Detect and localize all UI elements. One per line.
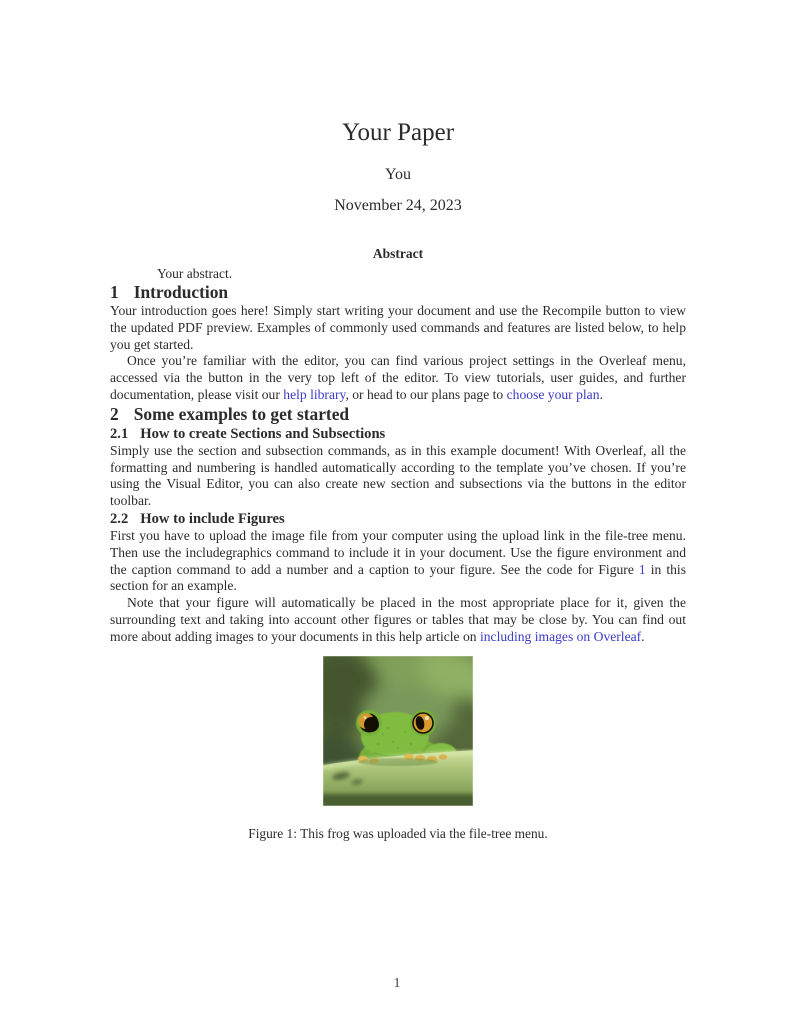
section-heading-examples bbox=[110, 404, 686, 425]
text-run: . bbox=[641, 628, 645, 644]
text-run: Once you’re familiar with the editor, you can find various project settings in the Overleaf menu, accessed via the button in the very top left of the editor. To view tutorials, user guides, and further documentation, please visit our bbox=[110, 353, 686, 402]
paragraph: Simply use the section and subsection commands, as in this example document! With Overleaf, all the formatting and numbering is handled automatically according to the template you’ve chosen. If you’re using the Visual Editor, you can also create new section and subsections via the buttons in the editor toolbar. bbox=[110, 442, 686, 509]
help-library-link[interactable]: help library bbox=[283, 386, 346, 402]
paragraph bbox=[110, 595, 686, 645]
paper-author: You bbox=[385, 166, 411, 183]
figure-1-ref-link[interactable]: 1 bbox=[638, 561, 646, 577]
subsection-title: How to create Sections and Subsections bbox=[140, 425, 386, 442]
section-number: 1 bbox=[110, 282, 119, 302]
paragraph: Your introduction goes here! Simply start writing your document and use the Recompile button to view the updated PDF preview. Examples of commonly used commands and features are listed below, to help you get started. bbox=[110, 303, 686, 352]
subsection-title: How to include Figures bbox=[140, 510, 285, 527]
subsection-number: 2.1 bbox=[110, 425, 129, 442]
choose-your-plan-link[interactable]: choose your plan bbox=[506, 386, 600, 402]
section-heading-introduction bbox=[110, 282, 686, 303]
including-images-link[interactable]: including images on Overleaf bbox=[479, 628, 642, 644]
subsection-heading-sections bbox=[110, 425, 686, 443]
paper-date: November 24, 2023 bbox=[334, 197, 462, 214]
abstract-body: Your abstract. bbox=[157, 266, 233, 281]
figure-container bbox=[110, 656, 686, 811]
section-title: Some examples to get started bbox=[133, 403, 350, 424]
text-run: Note that your figure will automatically be placed in the most appropriate place for it, given the surrounding text and taking into account other figures or tables that may be close by. You can find out more about adding images to your documents in this help article on bbox=[110, 595, 686, 644]
text-run: First you have to upload the image file from your computer using the upload link in the file-tree menu. Then use the includegraphics command to include it in your document. Use the figure environment and the caption command to add a number and a caption to your figure. See the code for Figure bbox=[110, 527, 686, 577]
page-number: 1 bbox=[393, 975, 401, 990]
text-run: in this section for an example. bbox=[110, 561, 686, 594]
figure-caption: Figure 1: This frog was uploaded via the file-tree menu. bbox=[248, 825, 548, 841]
frog-photo bbox=[323, 656, 473, 806]
section-number: 2 bbox=[110, 403, 119, 424]
section-title: Introduction bbox=[133, 282, 229, 302]
paragraph bbox=[110, 353, 686, 403]
text-run: , or head to our plans page to bbox=[345, 386, 507, 402]
text-block bbox=[110, 0, 686, 842]
paragraph bbox=[110, 528, 686, 595]
subsection-heading-figures bbox=[110, 510, 686, 528]
subsection-number: 2.2 bbox=[110, 510, 129, 527]
abstract-heading: Abstract bbox=[372, 246, 424, 261]
paper-title: Your Paper bbox=[341, 119, 455, 146]
text-run: . bbox=[599, 386, 603, 402]
